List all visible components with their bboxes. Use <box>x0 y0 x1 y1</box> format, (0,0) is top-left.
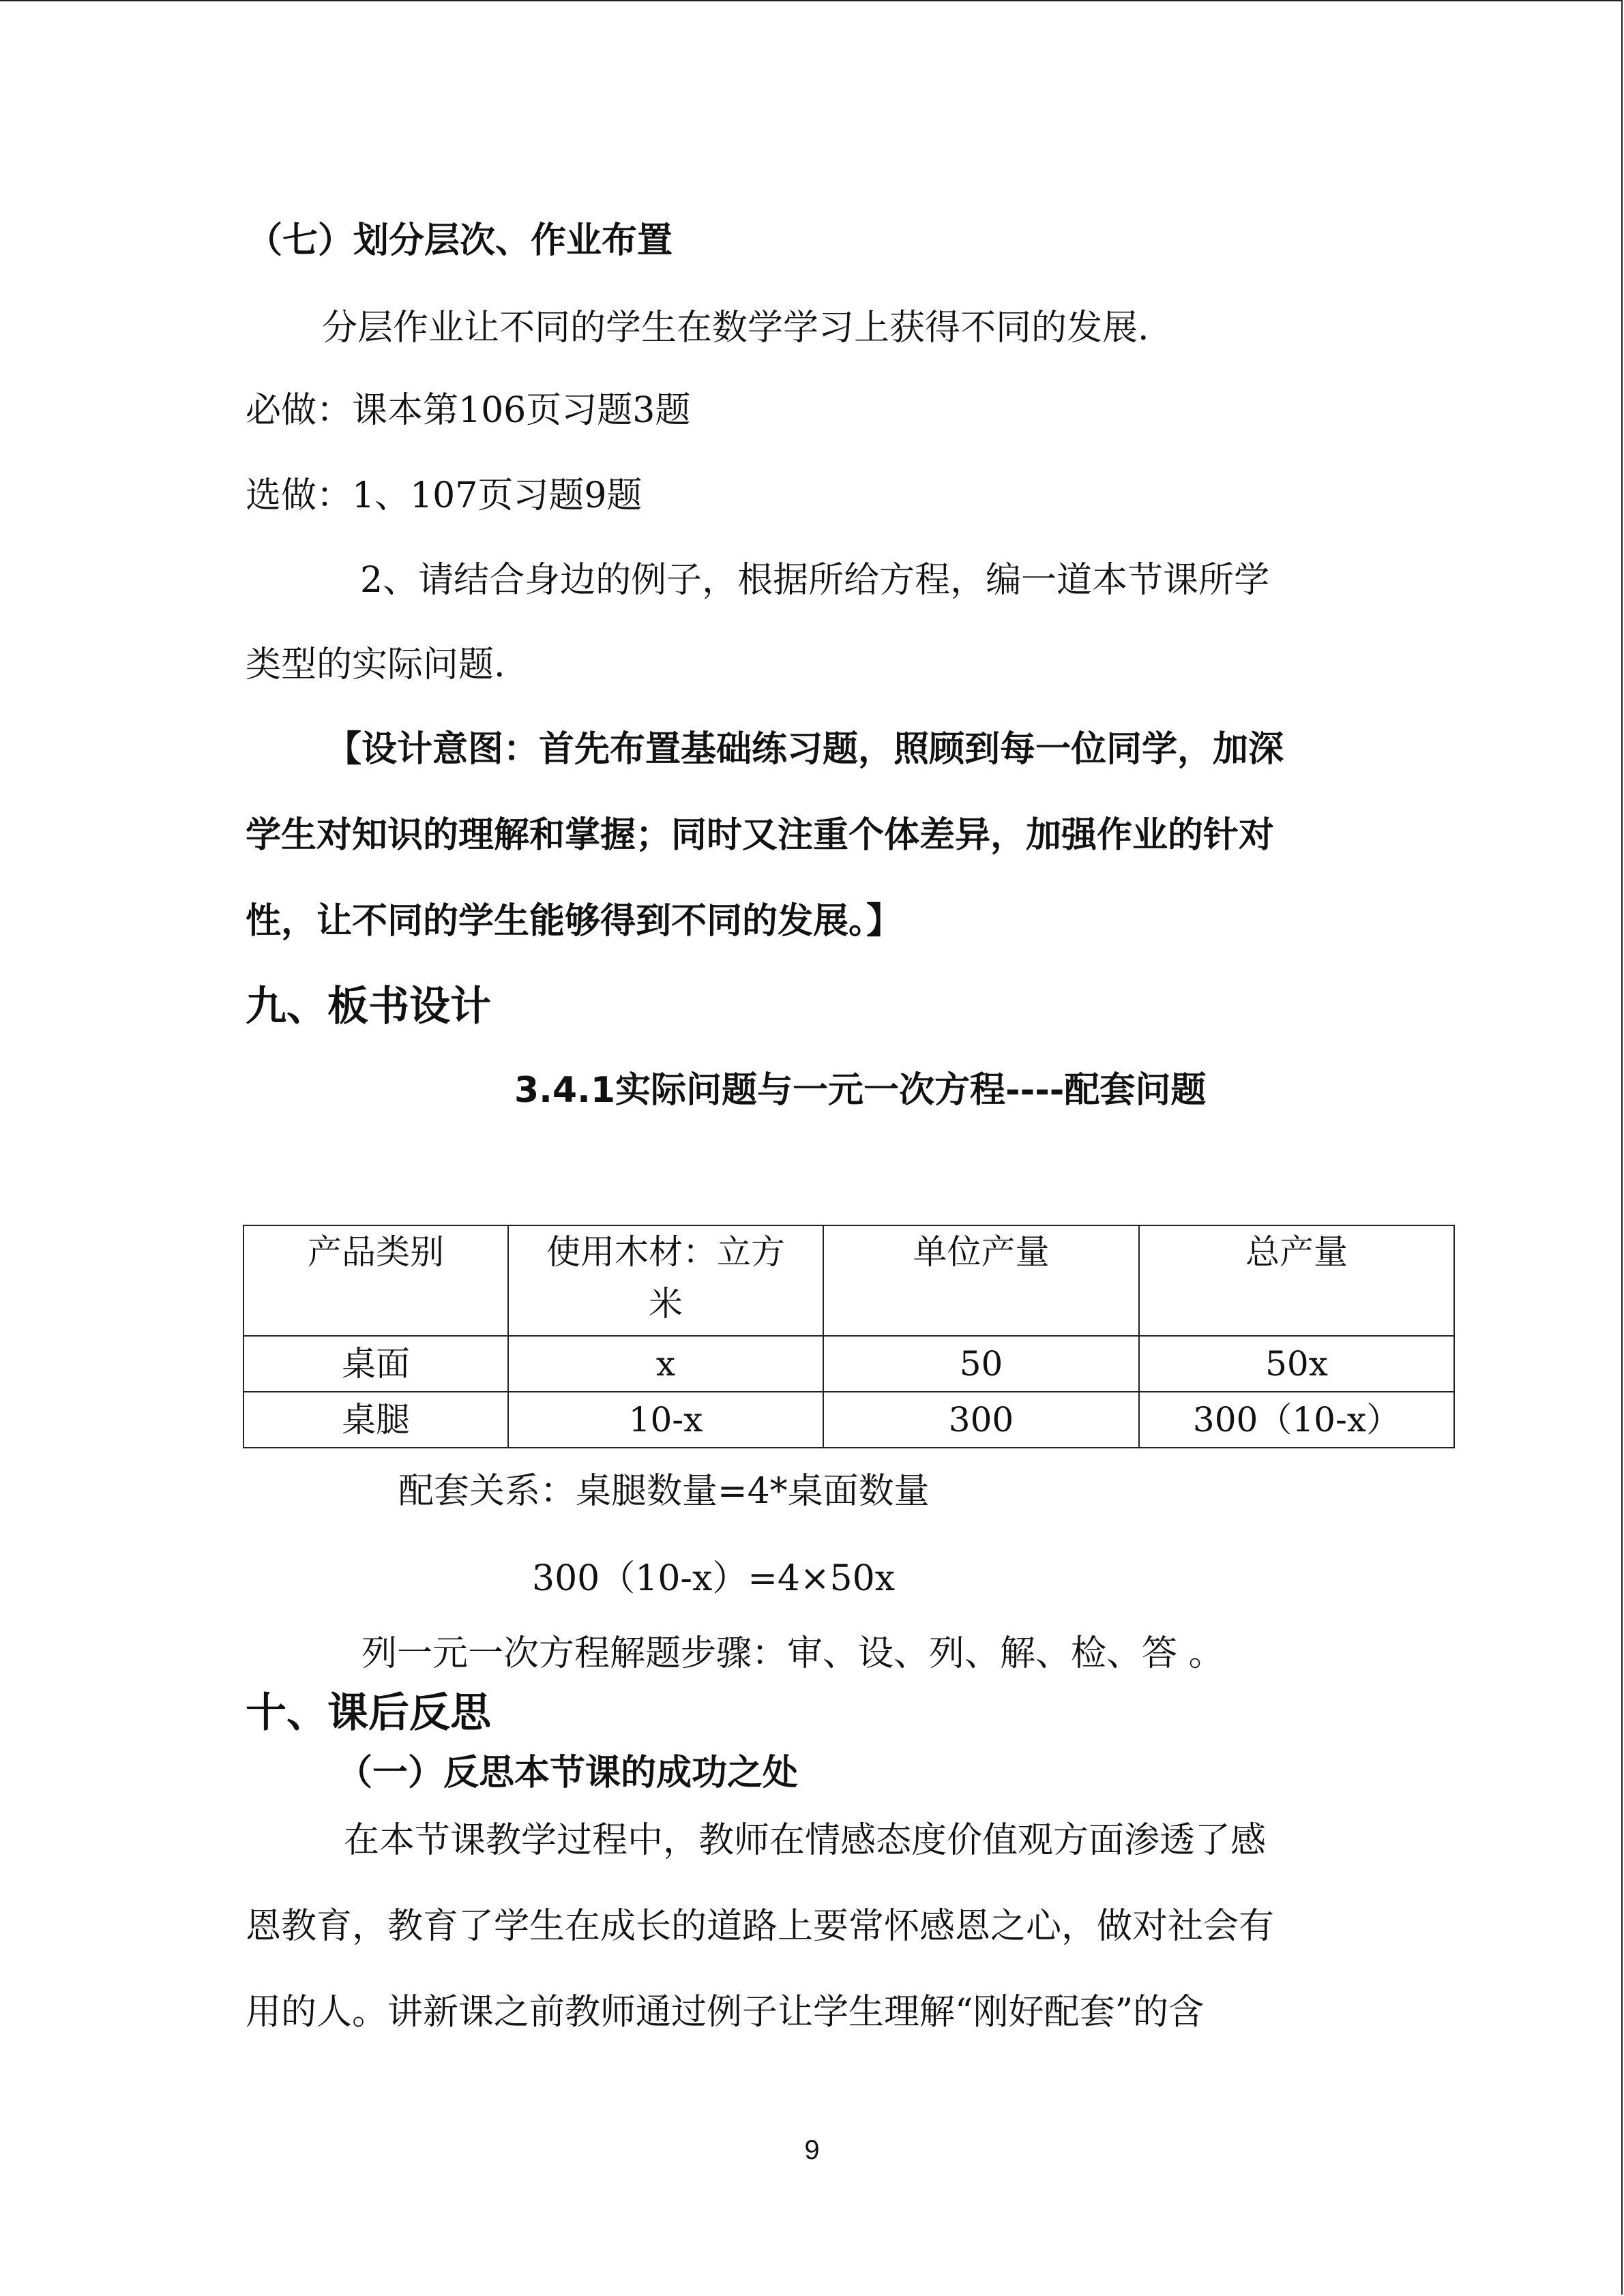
section7-intro: 分层作业让不同的学生在数学学习上获得不同的发展. <box>322 308 1149 348</box>
table-header-cell: 产品类别 <box>243 1225 508 1336</box>
reflection-line2: 恩教育，教育了学生在成长的道路上要常怀感恩之心，做对社会有 <box>246 1906 1275 1947</box>
table-row <box>243 1336 1454 1392</box>
table-cell: 10-x <box>508 1392 823 1448</box>
homework-optional-2-line2: 类型的实际问题. <box>246 644 505 685</box>
solving-steps: 列一元一次方程解题步骤：审、设、列、解、检、答 。 <box>361 1633 1224 1674</box>
table-cell: 300（10-x） <box>1139 1392 1454 1448</box>
section10-subheading: （一）反思本节课的成功之处 <box>337 1753 799 1793</box>
reflection-line1: 在本节课教学过程中，教师在情感态度价值观方面渗透了感 <box>344 1820 1267 1861</box>
table-header-cell: 单位产量 <box>823 1225 1139 1336</box>
table-cell: 桌面 <box>243 1336 508 1392</box>
design-intent-line3: 性，让不同的学生能够得到不同的发展。】 <box>246 900 902 942</box>
table-cell: x <box>508 1336 823 1392</box>
homework-optional-2-line1: 2、请结合身边的例子，根据所给方程，编一道本节课所学 <box>360 560 1270 601</box>
table-row <box>243 1392 1454 1448</box>
table-cell: 300 <box>823 1392 1139 1448</box>
table-header-cell <box>508 1225 823 1336</box>
board-title: 3.4.1实际问题与一元一次方程----配套问题 <box>514 1070 1207 1111</box>
table-cell: 50 <box>823 1336 1139 1392</box>
table-cell: 桌腿 <box>243 1392 508 1448</box>
relation-text: 配套关系：桌腿数量=4*桌面数量 <box>398 1471 930 1512</box>
homework-required: 必做：课本第106页习题3题 <box>246 390 691 431</box>
equation-text: 300（10-x）=4×50x <box>532 1558 896 1599</box>
reflection-line3: 用的人。讲新课之前教师通过例子让学生理解“刚好配套”的含 <box>246 1992 1205 2033</box>
page-number: 9 <box>804 2135 820 2165</box>
production-table <box>243 1225 1455 1448</box>
section10-heading: 十、课后反思 <box>246 1689 491 1737</box>
table-header-cell-line: 使用木材：立方 <box>546 1232 785 1272</box>
section9-heading: 九、板书设计 <box>246 983 491 1030</box>
design-intent-line1: 【设计意图：首先布置基础练习题，照顾到每一位同学，加深 <box>326 728 1284 770</box>
table-header-cell-line: 米 <box>649 1284 683 1324</box>
table-cell: 50x <box>1139 1336 1454 1392</box>
section7-heading: （七）划分层次、作业布置 <box>247 220 673 261</box>
table-header-cell: 总产量 <box>1139 1225 1454 1336</box>
table-header-row <box>243 1225 1454 1336</box>
homework-optional-1: 选做：1、107页习题9题 <box>246 475 643 516</box>
design-intent-line2: 学生对知识的理解和掌握；同时又注重个体差异，加强作业的针对 <box>246 814 1275 856</box>
